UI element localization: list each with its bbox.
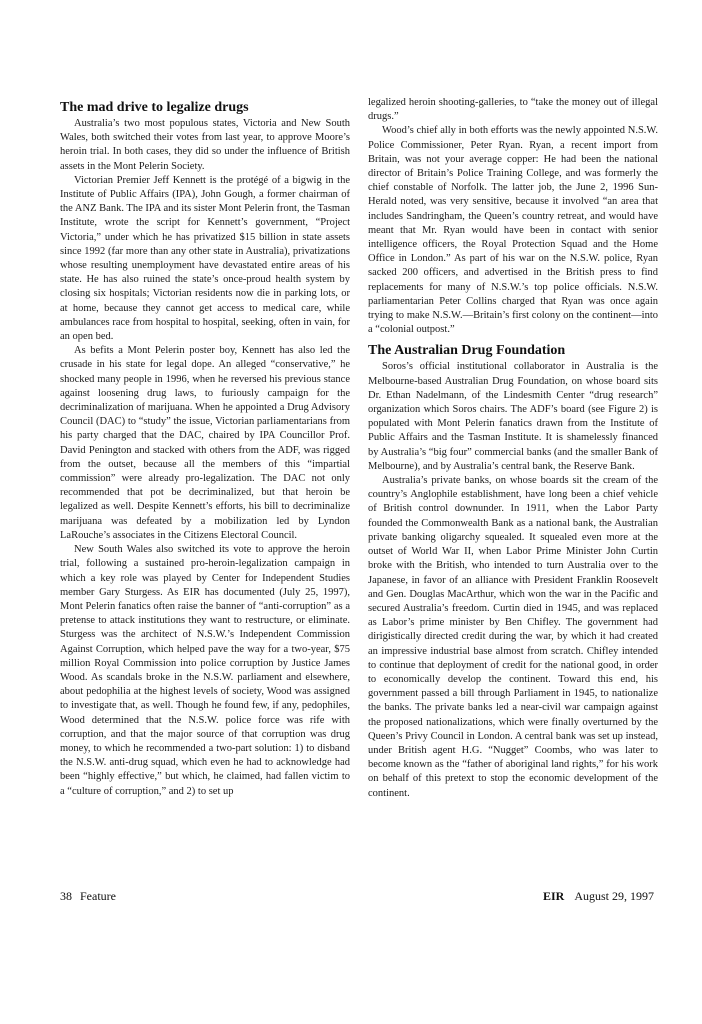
issue-date: August 29, 1997 xyxy=(574,889,654,903)
page-number: 38 xyxy=(60,889,72,903)
paragraph: Australia’s two most populous states, Victoria and New South Wales, both switched their votes from last year, to approve Moore’s heroin trial. In both cases, they did so under the influence of British assets in the Mont Pelerin Society. xyxy=(60,118,350,172)
paragraph: As befits a Mont Pelerin poster boy, Kennett has also led the crusade in his state for legal dope. An alleged “conservative,” he shocked many people in 1996, when he reversed his previous stance against loosening drug laws, to furiously campaign for the decriminalization of marijuana. When he appointed a Drug Advisory Council (DAC) to “study” the issue, Victorian parliamentarians from his party charged that the DAC, chaired by IPA Councillor Prof. David Penington and stacked with others from the ADF, was rigged from the outset, because all the members of this “impartial commission” were already pro-legalization. The DAC not only recommended that pot be decriminalized, but that heroin be legalized as well. Despite Kennett’s efforts, his bill to decriminalize marijuana was defeated by a mobilization led by Lyndon LaRouche’s associates in the Citizens Electoral Council. xyxy=(60,345,350,541)
section-name: Feature xyxy=(80,889,116,903)
left-column xyxy=(60,96,350,799)
paragraph: Soros’s official institutional collaborator in Australia is the Melbourne-based Australian Drug Foundation, on whose board sits Dr. Ethan Nadelmann, of the Lindesmith Center “drug research” organization which Soros chairs. The ADF’s board (see Figure 2) is populated with Mont Pelerin fanatics drawn from the Institute of Public Affairs and the Tasman Institute. It is shamelessly financed by Australia’s “big four” commercial banks (and the smaller Bank of Melbourne), and by Australia’s central bank, the Reserve Bank. xyxy=(368,361,658,472)
article-section-heading: The mad drive to legalize drugs xyxy=(60,100,249,115)
right-column xyxy=(368,96,658,801)
paragraph-continued: legalized heroin shooting-galleries, to “take the money out of illegal drugs.” xyxy=(368,97,658,123)
publication-name: EIR xyxy=(542,889,565,903)
article-section-heading: The Australian Drug Foundation xyxy=(368,343,566,359)
paragraph: Australia’s private banks, on whose boards sit the cream of the country’s Anglophile establishment, have long been a chief vehicle of British control downunder. In 1911, when the Labor Party founded the Commonwealth Bank as a national bank, the Australian private banking oligarchy squealed. It squealed even more at the outset of World War II, when Labor Prime Minister John Curtin broke with the British, who intended to turn Australia over to the Japanese, in favor of an alliance with President Franklin Roosevelt and Gen. Douglas MacArthur, which won the war in the Pacific and secured Australia’s freedom. Curtin died in 1945, and was replaced as Labor’s prime minister by Ben Chifley. The government had dirigistically directed credit during the war, by which it had created an impressive industrial base almost from scratch. Chifley intended to continue that deployment of credit for the national good, in order to economically develop the continent. Toward this end, his government passed a bill through Parliament in 1945, to nationalize the banks. The private banks led a near-civil war campaign against the proposed nationalizations, which were finally overturned by the Queen’s Privy Council in London. A central bank was set up instead, under British agent H.G. “Nugget” Coombs, who was later to become known as the “father of aboriginal land rights,” for his work on behalf of this pretext to stop the economic development of the continent. xyxy=(368,475,658,799)
paragraph: New South Wales also switched its vote to approve the heroin trial, following a sustained pro-heroin-legalization campaign in which a key role was played by Center for Independent Studies member Gary Sturgess. As EIR has documented (July 25, 1997), Mont Pelerin fanatics often raise the banner of “anti-corruption” as a pretense to attack institutions they want to restructure, or eliminate. Sturgess was the architect of N.S.W.’s Independent Commission Against Corruption, which helped pave the way for a two-year, $75 million Royal Commission into police corruption by Justice James Wood. As scandals broke in the N.S.W. parliament and elsewhere, about pedophilia at the highest levels of society, Wood was assigned to investigate that, as well. Though he found few, if any, pedophiles, Wood determined that the N.S.W. police force was rife with corruption, and that the major source of that corruption was drug money, to which he recommended a two-part solution: 1) to disband the N.S.W. anti-drug squad, which even he had to acknowledge had been “highly effective,” but which, he claimed, had fallen victim to a “culture of corruption,” and 2) to set up xyxy=(60,544,350,797)
paragraph: Wood’s chief ally in both efforts was the newly appointed N.S.W. Police Commissioner, Peter Ryan. Ryan, a recent import from Britain, was not your average copper: He had been the national director of Britain’s Police Training College, and was formerly the chief constable of Norfolk. The latter job, the June 2, 1996 Sun-Herald noted, was very sensitive, because it involved “an area that includes Sandringham, the Queen’s country retreat, and would have meant that Mr. Ryan would have been in contact with senior intelligence officers, the Royal Protection Squad and the Home Office in London.” As part of his war on the N.S.W. police, Ryan sacked 200 officers, and advertised in the British press to find replacements for many of N.S.W.’s top police officials. N.S.W. parliamentarian Peter Collins charged that Ryan was once again trying to make N.S.W.—Britain’s first colony on the continent—into a “colonial outpost.” xyxy=(368,125,658,336)
footer-left xyxy=(60,889,116,904)
footer-right xyxy=(543,889,654,904)
paragraph: Victorian Premier Jeff Kennett is the protégé of a bigwig in the Institute of Public Affairs (IPA), John Gough, a former chairman of the ANZ Bank. The IPA and its sister Mont Pelerin front, the Tasman Institute, wrote the script for Kennett’s government, “Project Victoria,” under which he has privatized $15 billion in state assets since 1992 (far more than any other state in Australia), privatizations whose resulting unemployment have devastated entire areas of his state. He has also ruined the state’s once-proud health system by closing six hospitals; Victorian residents now die in parking lots, or at home, because they cannot get access to medical care, while ambulances race from hospital to hospital, seeking, often in vain, for an open bed. xyxy=(60,174,350,343)
